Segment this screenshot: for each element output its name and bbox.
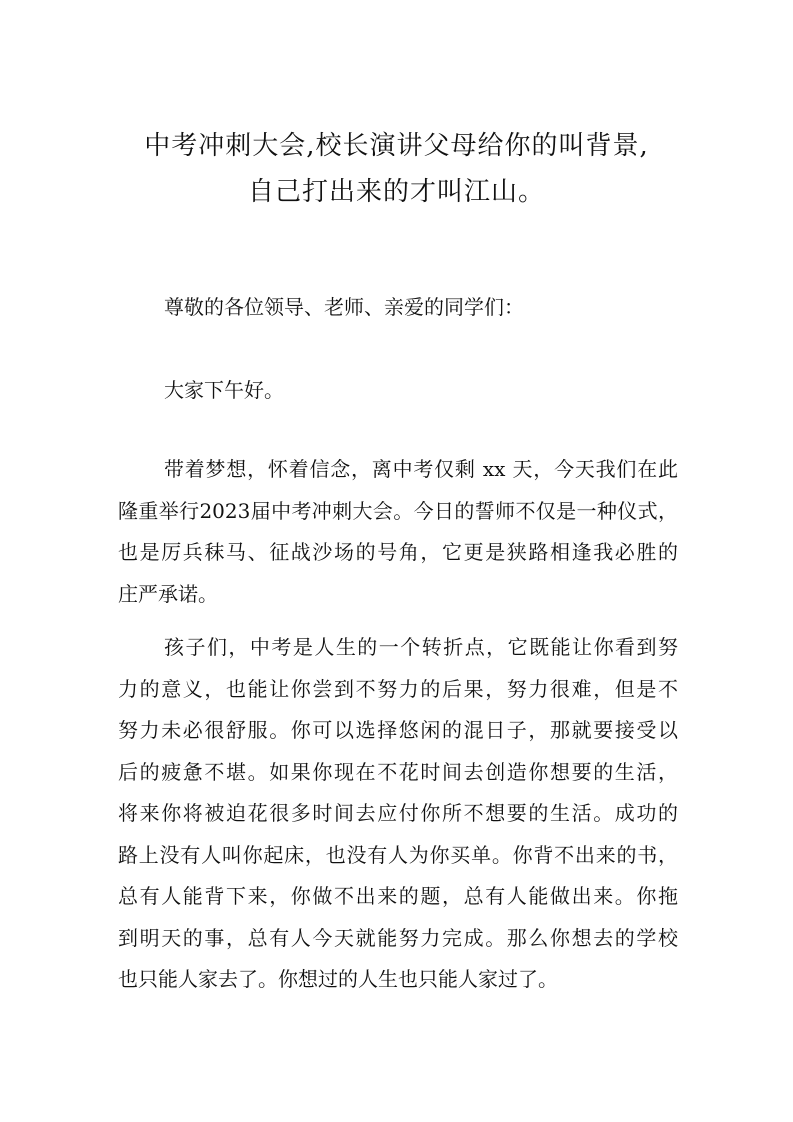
text-line: 带着梦想，怀着信念，离中考仅剩 xx 天，今天我们在此: [164, 457, 678, 481]
text-line: 将来你将被迫花很多时间去应付你所不想要的生活。成功的: [118, 801, 678, 825]
text-line: 努力未必很舒服。你可以选择悠闲的混日子，那就要接受以: [118, 718, 678, 742]
hello-text: 大家下午好。: [164, 378, 284, 402]
text-line: 后的疲惫不堪。如果你现在不花时间去创造你想要的生活，: [118, 759, 678, 784]
greeting-text: 尊敬的各位领导、老师、亲爱的同学们：: [164, 295, 524, 319]
text-line: 孩子们，中考是人生的一个转折点，它既能让你看到努: [164, 635, 678, 659]
text-line: 隆重举行2023届中考冲刺大会。今日的誓师不仅是一种仪式，: [118, 498, 678, 523]
text-line: 力的意义，也能让你尝到不努力的后果，努力很难，但是不: [118, 676, 678, 701]
paragraph-2: [118, 627, 678, 1001]
text-line: 也只能人家去了。你想过的人生也只能人家过了。: [118, 967, 558, 991]
text-line: 庄严承诺。: [118, 581, 218, 606]
text-line: 总有人能背下来，你做不出来的题，总有人能做出来。你拖: [118, 884, 678, 908]
text-line: 也是厉兵秣马、征战沙场的号角，它更是狭路相逢我必胜的: [118, 540, 678, 564]
greeting-paragraph: [118, 287, 678, 329]
text-line: 到明天的事，总有人今天就能努力完成。那么你想去的学校: [118, 925, 678, 950]
text-line: 路上没有人叫你起床，也没有人为你买单。你背不出来的书，: [118, 842, 678, 867]
hello-paragraph: [118, 370, 678, 412]
paragraph-1: [118, 449, 678, 615]
title-line: 自己打出来的才叫江山。: [247, 177, 545, 207]
title-line: 中考冲刺大会,校长演讲父母给你的叫背景,: [144, 131, 649, 161]
